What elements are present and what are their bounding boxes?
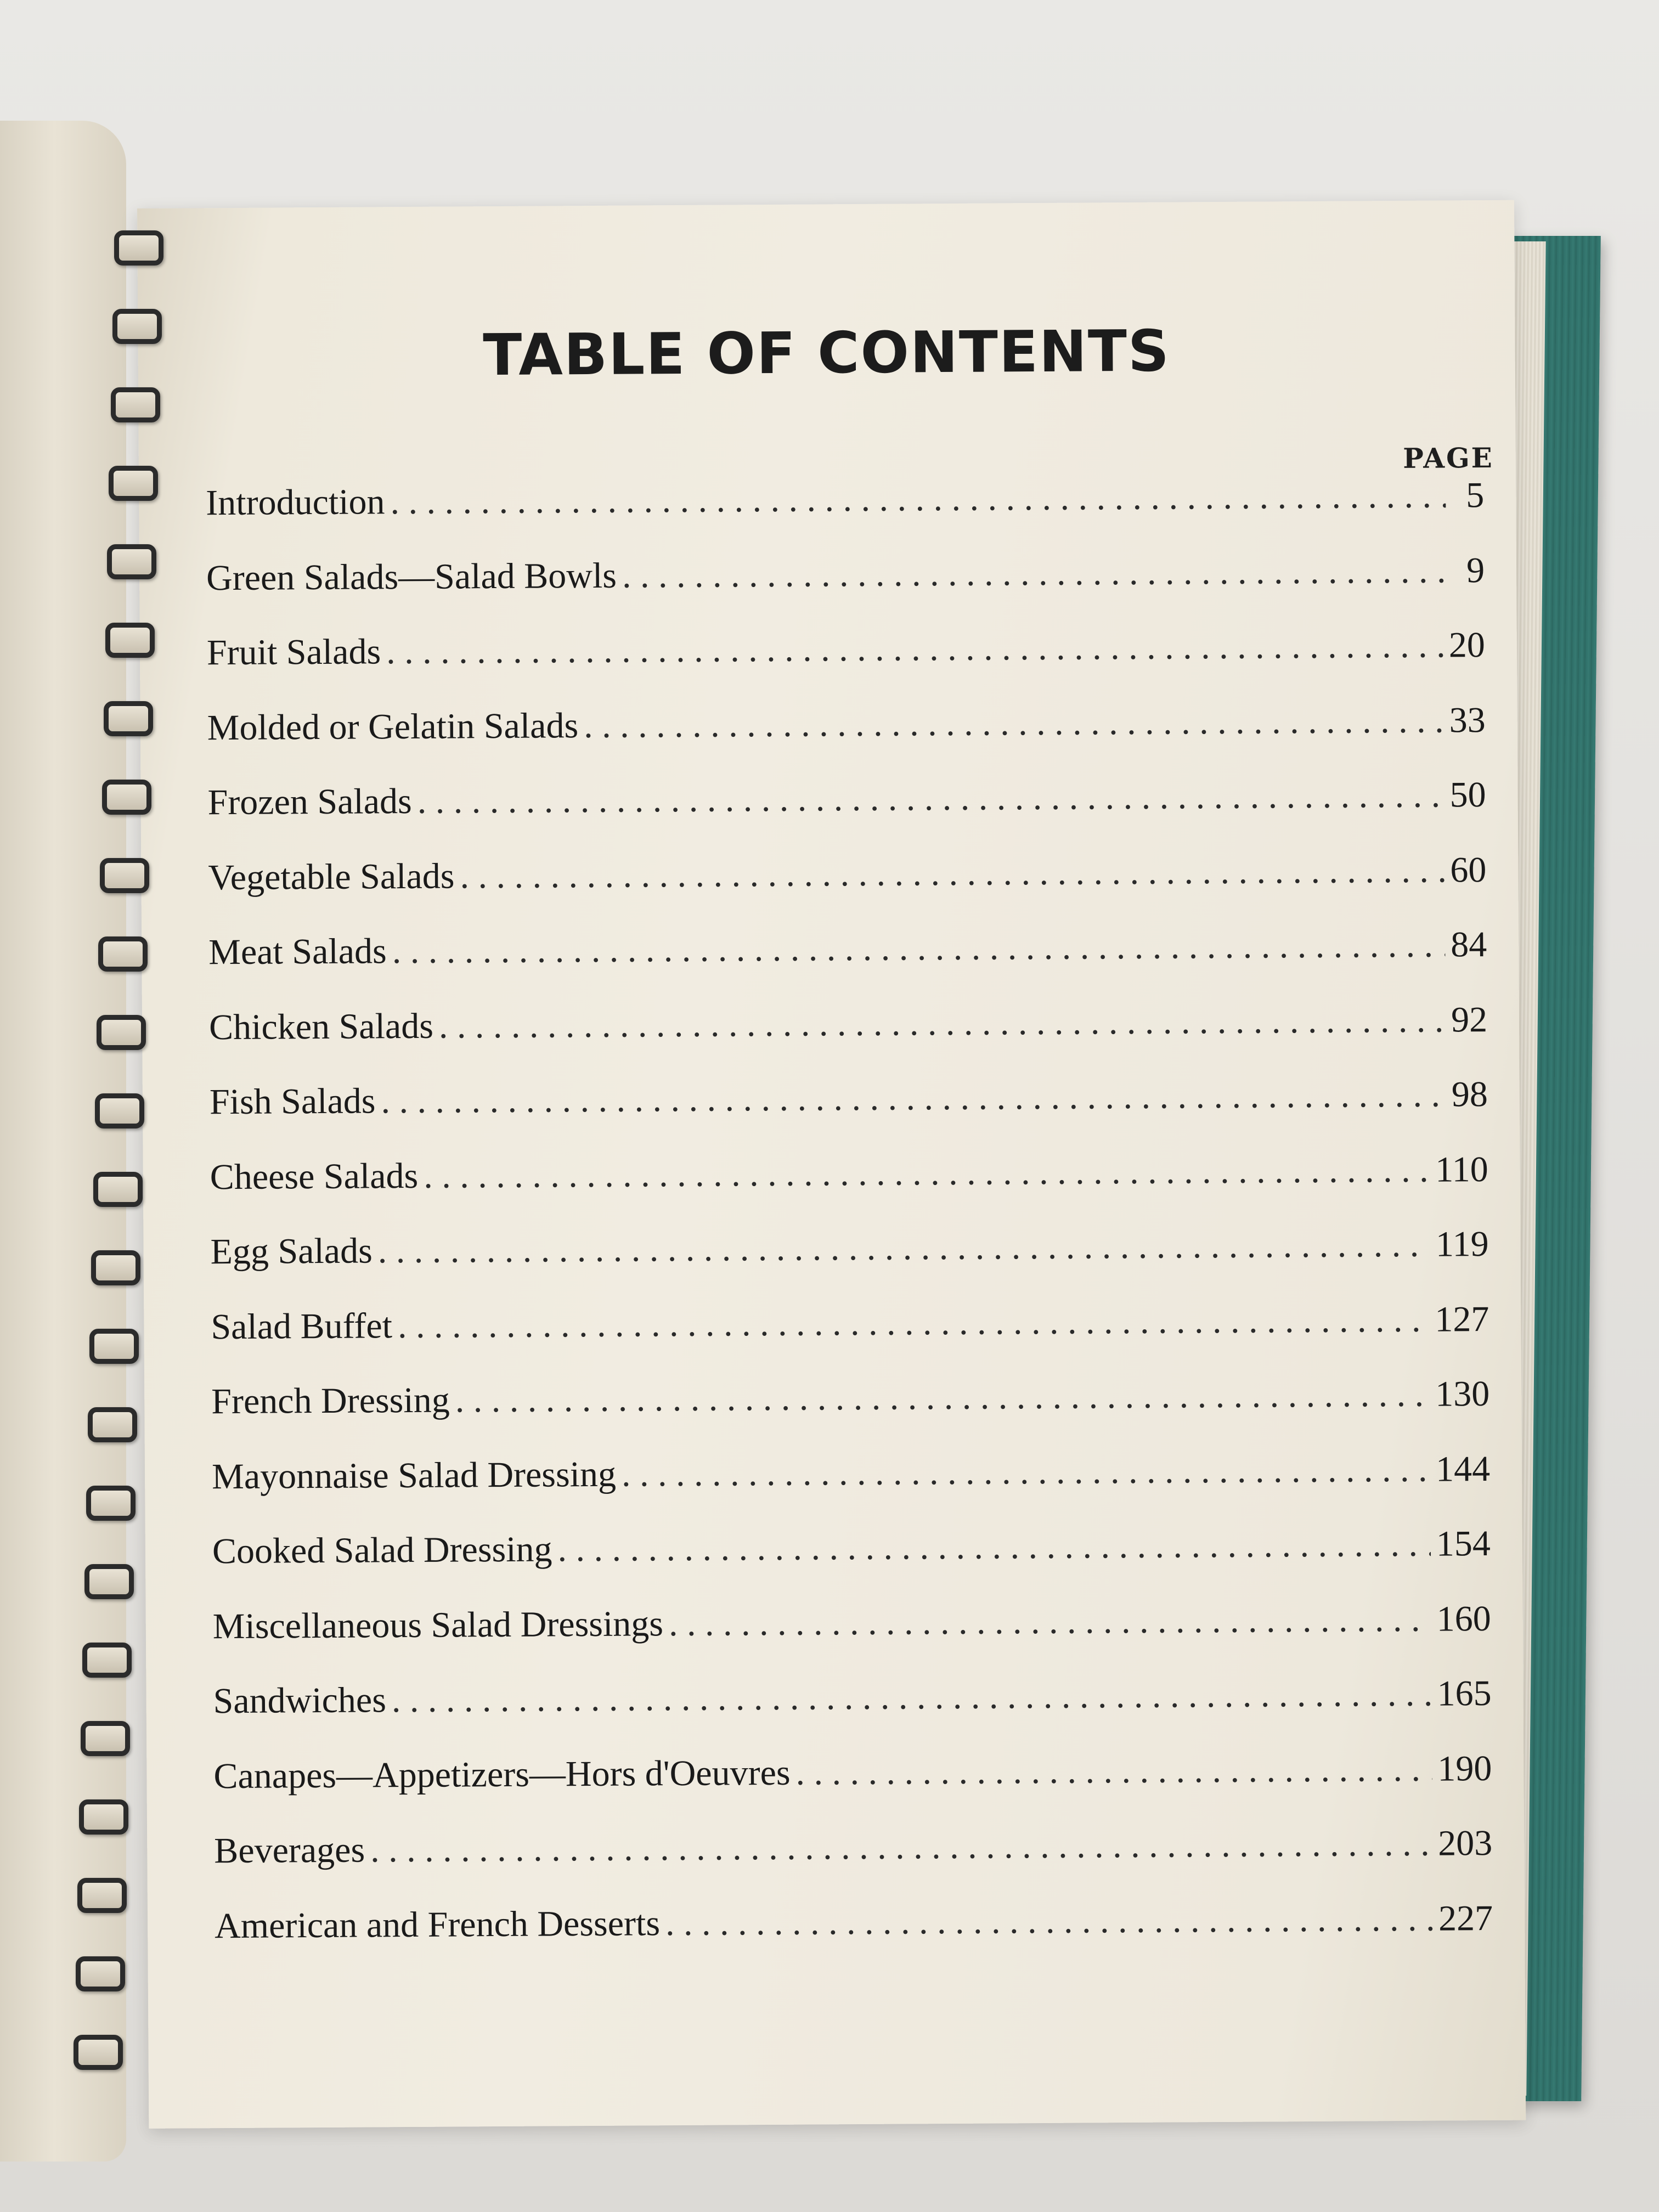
toc-entry-page: 60: [1450, 849, 1487, 890]
dot-leader: [398, 1299, 1430, 1346]
dot-leader: [417, 774, 1444, 822]
toc-entry: [214, 1822, 1493, 1905]
toc-entry: [207, 624, 1486, 707]
dot-leader: [381, 1074, 1446, 1122]
toc-entry-page: 84: [1451, 924, 1487, 965]
toc-entry-title: Molded or Gelatin Salads: [207, 705, 579, 748]
spiral-coil: [93, 1172, 143, 1207]
spiral-coil: [74, 2035, 123, 2070]
toc-entry-page: 92: [1451, 999, 1488, 1040]
toc-entry-title: Introduction: [206, 482, 385, 523]
toc-entry: [215, 1897, 1493, 1980]
toc-entry: [213, 1747, 1492, 1830]
toc-entry: [213, 1673, 1492, 1756]
toc-entry-title: Cooked Salad Dressing: [212, 1529, 552, 1572]
toc-entry: [211, 1298, 1489, 1381]
spiral-coil: [111, 387, 160, 422]
toc-entry-title: Canapes—Appetizers—Hors d'Oeuvres: [213, 1752, 791, 1796]
toc-entry-title: Meat Salads: [208, 931, 387, 973]
toc-entry-title: Cheese Salads: [210, 1155, 419, 1197]
toc-entry-title: Fruit Salads: [206, 631, 381, 673]
toc-entry-page: 50: [1449, 775, 1486, 815]
toc-entry-page: 5: [1466, 475, 1485, 516]
toc-entry: [212, 1448, 1491, 1531]
toc-entry: [210, 1148, 1489, 1231]
toc-entry-page: 154: [1436, 1523, 1491, 1564]
spiral-coil: [86, 1486, 136, 1521]
toc-entry-title: Miscellaneous Salad Dressings: [212, 1603, 664, 1646]
spiral-coil: [98, 936, 148, 972]
spiral-coil: [84, 1564, 134, 1599]
toc-entry-title: Green Salads—Salad Bowls: [206, 555, 617, 598]
spiral-coil: [102, 780, 151, 815]
dot-leader: [390, 475, 1446, 523]
toc-entry-page: 203: [1438, 1822, 1493, 1864]
toc-entry-title: Salad Buffet: [211, 1305, 393, 1347]
toc-entry: [206, 550, 1485, 633]
toc-entry-page: 144: [1435, 1448, 1491, 1489]
page-column-label: PAGE: [1403, 441, 1494, 475]
spiral-coil: [81, 1721, 130, 1756]
toc-list: [206, 475, 1493, 1980]
spiral-coil: [114, 230, 163, 266]
dot-leader: [669, 1598, 1431, 1644]
toc-entry: [208, 924, 1487, 1007]
page-title: TABLE OF CONTENTS: [483, 317, 1171, 389]
dot-leader: [557, 1523, 1431, 1571]
toc-entry-page: 9: [1466, 550, 1485, 590]
toc-entry: [210, 1074, 1488, 1156]
toc-entry: [213, 1598, 1492, 1680]
dot-leader: [795, 1748, 1432, 1793]
toc-entry-title: Chicken Salads: [208, 1006, 434, 1047]
toc-entry-page: 20: [1448, 625, 1486, 665]
toc-entry: [212, 1523, 1491, 1606]
spiral-coil: [109, 466, 158, 501]
toc-entry: [208, 849, 1487, 932]
spiral-binding: [60, 230, 154, 2096]
toc-entry-title: Fish Salads: [209, 1081, 376, 1122]
toc-entry-title: Vegetable Salads: [208, 855, 455, 898]
toc-entry-title: Egg Salads: [210, 1231, 373, 1272]
spiral-coil: [112, 309, 162, 344]
toc-entry-page: 110: [1435, 1149, 1488, 1190]
toc-entry-page: 130: [1435, 1373, 1490, 1414]
spiral-coil: [89, 1329, 139, 1364]
toc-entry-page: 33: [1449, 699, 1486, 740]
toc-entry-page: 165: [1437, 1673, 1492, 1714]
dot-leader: [439, 999, 1446, 1047]
dot-leader: [386, 624, 1443, 673]
toc-entry-page: 127: [1435, 1299, 1489, 1340]
toc-entry: [211, 1373, 1490, 1456]
spiral-coil: [88, 1407, 137, 1442]
spiral-coil: [107, 544, 156, 579]
dot-leader: [392, 1673, 1432, 1722]
dot-leader: [455, 1374, 1430, 1421]
toc-entry: [209, 998, 1488, 1081]
contents-page: [137, 200, 1526, 2129]
toc-entry: [206, 475, 1485, 557]
toc-entry-page: 160: [1436, 1598, 1491, 1639]
spiral-coil: [97, 1015, 146, 1050]
dot-leader: [622, 550, 1447, 596]
toc-entry-page: 190: [1437, 1748, 1492, 1789]
toc-entry-title: American and French Desserts: [214, 1903, 661, 1946]
dot-leader: [460, 849, 1444, 897]
toc-entry: [207, 774, 1486, 857]
toc-entry: [210, 1223, 1489, 1306]
spiral-coil: [76, 1956, 125, 1991]
dot-leader: [392, 924, 1445, 972]
spiral-coil: [105, 623, 155, 658]
spiral-coil: [82, 1643, 132, 1678]
toc-entry-title: Frozen Salads: [207, 781, 412, 823]
toc-entry-title: Beverages: [214, 1830, 365, 1871]
spiral-coil: [91, 1250, 140, 1285]
toc-entry: [207, 699, 1486, 782]
spiral-coil: [100, 858, 149, 893]
dot-leader: [370, 1823, 1433, 1871]
dot-leader: [584, 699, 1444, 747]
spiral-coil: [104, 701, 153, 736]
dot-leader: [665, 1898, 1434, 1944]
spiral-coil: [79, 1799, 128, 1835]
dot-leader: [622, 1448, 1431, 1495]
dot-leader: [378, 1224, 1431, 1272]
spiral-coil: [95, 1093, 144, 1128]
toc-entry-title: Sandwiches: [213, 1680, 387, 1722]
toc-entry-page: 98: [1451, 1074, 1488, 1115]
toc-entry-page: 227: [1438, 1898, 1493, 1939]
toc-entry-page: 119: [1435, 1223, 1489, 1265]
toc-entry-title: French Dressing: [211, 1380, 450, 1422]
dot-leader: [424, 1149, 1430, 1197]
spiral-coil: [77, 1878, 127, 1913]
toc-entry-title: Mayonnaise Salad Dressing: [211, 1454, 617, 1497]
